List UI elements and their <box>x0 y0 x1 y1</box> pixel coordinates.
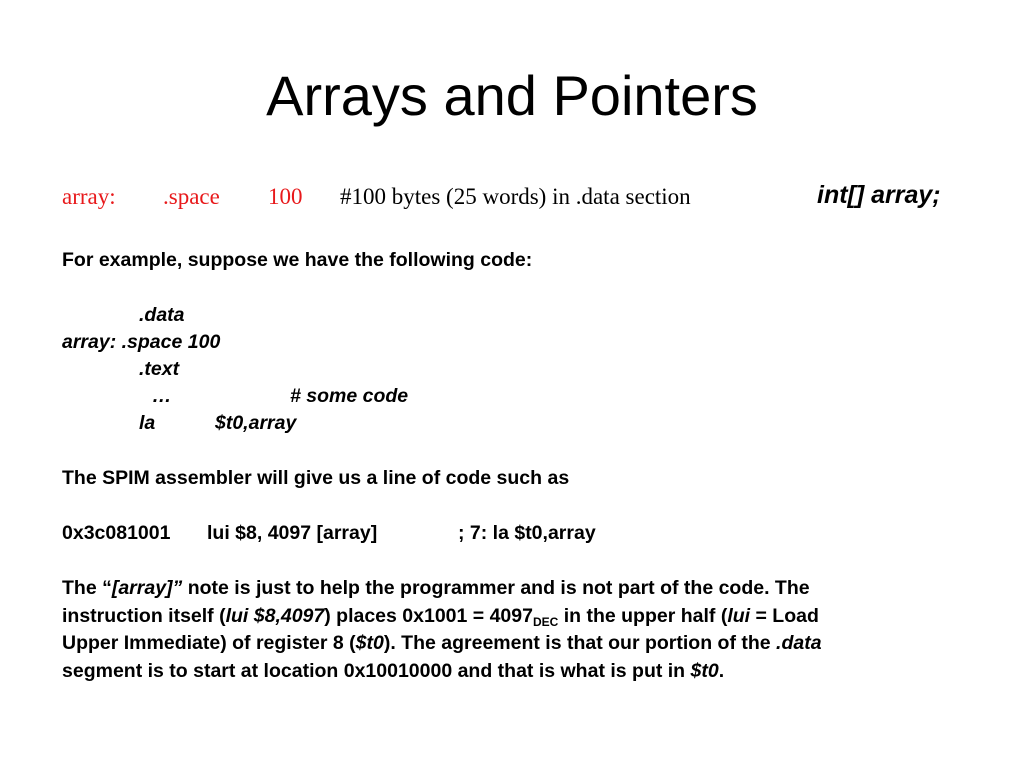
array-declaration <box>62 181 1002 213</box>
explanation-line-1: The “[array]” note is just to help the programmer and is not part of the code. The <box>62 577 810 599</box>
code-line-comment: # some code <box>290 385 409 407</box>
code-line-la: la <box>139 412 156 434</box>
intro-text: For example, suppose we have the following code: <box>62 249 533 271</box>
code-line-space: array: .space 100 <box>62 331 221 353</box>
code-line-text: .text <box>139 358 180 380</box>
decl-comment: #100 bytes (25 words) in .data section <box>340 184 691 209</box>
code-line-data: .data <box>139 304 185 326</box>
slide-title: Arrays and Pointers <box>266 64 758 127</box>
decl-label: array: <box>62 184 116 209</box>
explanation-line-3: Upper Immediate) of register 8 ($t0). The agreement is that our portion of the .data <box>62 632 822 654</box>
spim-comment: ; 7: la $t0,array <box>458 522 596 544</box>
spim-address: 0x3c081001 <box>62 522 171 544</box>
code-line-ellipsis: … <box>152 385 172 407</box>
spim-instruction: lui $8, 4097 [array] <box>207 522 378 544</box>
decl-size: 100 <box>268 184 303 209</box>
decl-c-equivalent: int[] array; <box>817 181 941 209</box>
code-line-la-args: $t0,array <box>215 412 297 434</box>
explanation-paragraph <box>62 575 1012 685</box>
spim-intro-text: The SPIM assembler will give us a line of code such as <box>62 467 570 489</box>
decl-directive: .space <box>163 184 220 209</box>
explanation-line-2: instruction itself (lui $8,4097) places $0x1001 = 4097_{DEC}$ in the upper half (lui = Load <box>62 604 819 629</box>
explanation-line-4: segment is to start at location 0x10010000 and that is what is put in $t0. <box>62 659 725 682</box>
